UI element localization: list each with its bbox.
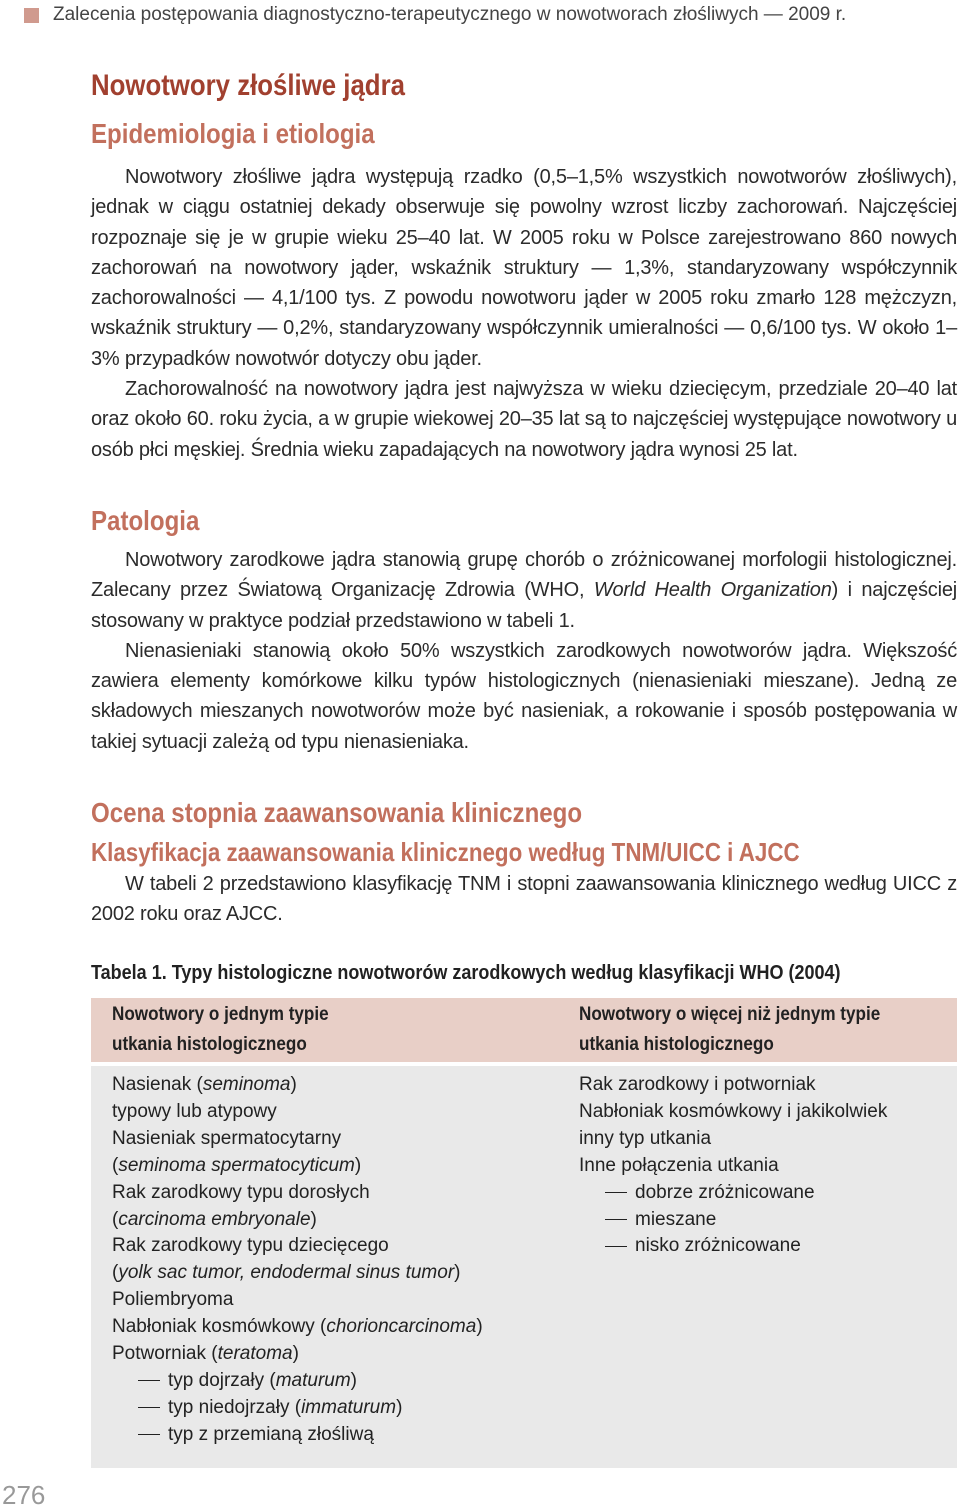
subheading-tnm: Klasyfikacja zaawansowania klinicznego według TNM/UICC i AJCC bbox=[91, 837, 800, 868]
epi-paragraph-2: Zachorowalność na nowotwory jądra jest najwyższa w wieku dziecięcym, przedziale 20–40 lat oraz około 60. roku życia, a w grupie wiekowej 20–35 lat są to najczęściej występujące nowotwory u osób płci męskiej. Średnia wieku zapadających na nowotwory jądra wynosi 25 lat. bbox=[91, 378, 957, 461]
pat-p1-text-end: ) i najczęściej stosowany w praktyce podział przedstawiono w tabeli 1. bbox=[91, 579, 957, 632]
header-col1-line2: utkania histologicznego bbox=[112, 1034, 307, 1055]
list-item: (yolk sac tumor, endodermal sinus tumor) bbox=[112, 1262, 461, 1284]
list-item: typ z przemianą złośliwą bbox=[112, 1422, 483, 1449]
list-item: typ dojrzały (maturum) bbox=[112, 1368, 483, 1395]
list-item: Rak zarodkowy typu dziecięcego bbox=[112, 1235, 389, 1257]
list-item: nisko zróżnicowane bbox=[579, 1233, 887, 1260]
section-heading-staging: Ocena stopnia zaawansowania klinicznego bbox=[91, 797, 583, 829]
table-header-col-1 bbox=[112, 1000, 329, 1060]
table-header-col-2 bbox=[579, 1000, 880, 1060]
header-col2-line1: Nowotwory o więcej niż jednym typie bbox=[579, 1004, 881, 1025]
list-item: Nabłoniak kosmówkowy (chorioncarcinoma) bbox=[112, 1316, 483, 1338]
dash-icon bbox=[605, 1246, 627, 1247]
table-body bbox=[91, 1066, 957, 1468]
list-item: mieszane bbox=[579, 1207, 887, 1234]
list-item: dobrze zróżnicowane bbox=[579, 1180, 887, 1207]
main-content bbox=[91, 66, 957, 930]
table-col-right bbox=[579, 1072, 887, 1260]
list-item: Nabłoniak kosmówkowy i jakikolwiek bbox=[579, 1100, 888, 1122]
list-item: typowy lub atypowy bbox=[112, 1100, 277, 1122]
list-item: (seminoma spermatocyticum) bbox=[112, 1154, 362, 1176]
section-heading-epidemiology: Epidemiologia i etiologia bbox=[91, 118, 375, 149]
list-item: Inne połączenia utkania bbox=[579, 1154, 779, 1176]
pat-paragraph-2: Nienasieniaki stanowią około 50% wszystkich zarodkowych nowotworów jądra. Większość zawiera elementy komórkowe kilku typów histologicznych (nienasieniaki mieszane). Jedną ze składowych mieszanych nowotworów może być nasieniak, a rokowanie i sposób postępowania w takiej sytuacji zależą od typu nienasieniaka. bbox=[91, 639, 957, 753]
list-item: Potworniak (teratoma) bbox=[112, 1343, 299, 1365]
dash-icon bbox=[605, 1219, 627, 1220]
pat-paragraph-1 bbox=[91, 545, 957, 636]
list-item: (carcinoma embryonale) bbox=[112, 1208, 317, 1230]
table-header bbox=[91, 998, 957, 1062]
dash-icon bbox=[138, 1434, 160, 1435]
table-caption: Tabela 1. Typy histologiczne nowotworów zarodkowych według klasyfikacji WHO (2004) bbox=[91, 962, 841, 984]
epi-paragraph-1: Nowotwory złośliwe jądra występują rzadko (0,5–1,5% wszystkich nowotworów złośliwych), jednak w ciągu ostatniej dekady obserwuje się powolny wzrost liczby zachorowań. Najczęściej rozpoznaje się je w grupie wieku 25–40 lat. W 2005 roku w Polsce zarejestrowano 860 nowych zachorowań na nowotwory jąder, wskaźnik struktury — 1,3%, standaryzowany współczynnik zachorowalności — 4,1/100 tys. Z powodu nowotworu jąder w 2005 roku zmarło 128 mężczyzn, wskaźnik struktury — 0,2%, standaryzowany współczynnik umieralności — 0,6/100 tys. W około 1–3% przypadków nowotwór dotyczy obu jąder. bbox=[91, 166, 957, 370]
dash-icon bbox=[605, 1192, 627, 1193]
page-number: 276 bbox=[2, 1480, 46, 1510]
header-square-icon bbox=[24, 8, 39, 23]
list-item: Nasieniak spermatocytarny bbox=[112, 1127, 342, 1149]
header-col2-line2: utkania histologicznego bbox=[579, 1034, 774, 1055]
running-header bbox=[24, 4, 846, 26]
header-col1-line1: Nowotwory o jednym typie bbox=[112, 1004, 329, 1025]
list-item: Rak zarodkowy typu dorosłych bbox=[112, 1181, 370, 1203]
list-item: Nasienak (seminoma) bbox=[112, 1074, 297, 1095]
chapter-title: Nowotwory złośliwe jądra bbox=[91, 69, 405, 102]
table-who-classification bbox=[91, 998, 957, 1468]
dash-icon bbox=[138, 1407, 160, 1408]
list-item: typ niedojrzały (immaturum) bbox=[112, 1395, 483, 1422]
list-item: Poliembryoma bbox=[112, 1289, 234, 1311]
dash-icon bbox=[138, 1380, 160, 1381]
header-text: Zalecenia postępowania diagnostyczno-terapeutycznego w nowotworach złośliwych — 2009 r. bbox=[53, 4, 847, 25]
pat-p1-italic: World Health Organization bbox=[593, 579, 832, 602]
section-heading-pathology: Patologia bbox=[91, 504, 200, 536]
pat-p1-text: Nowotwory zarodkowe jądra stanowią grupę chorób o zróżnicowanej morfologii histologicznej. Zalecany przez Światową Organizację Zdrowia (WHO, bbox=[91, 548, 957, 602]
list-item: inny typ utkania bbox=[579, 1127, 712, 1149]
table-col-left bbox=[112, 1072, 483, 1449]
list-item: Rak zarodkowy i potworniak bbox=[579, 1074, 816, 1095]
staging-paragraph: W tabeli 2 przedstawiono klasyfikację TNM i stopni zaawansowania klinicznego według UICC z 2002 roku oraz AJCC. bbox=[91, 873, 957, 926]
